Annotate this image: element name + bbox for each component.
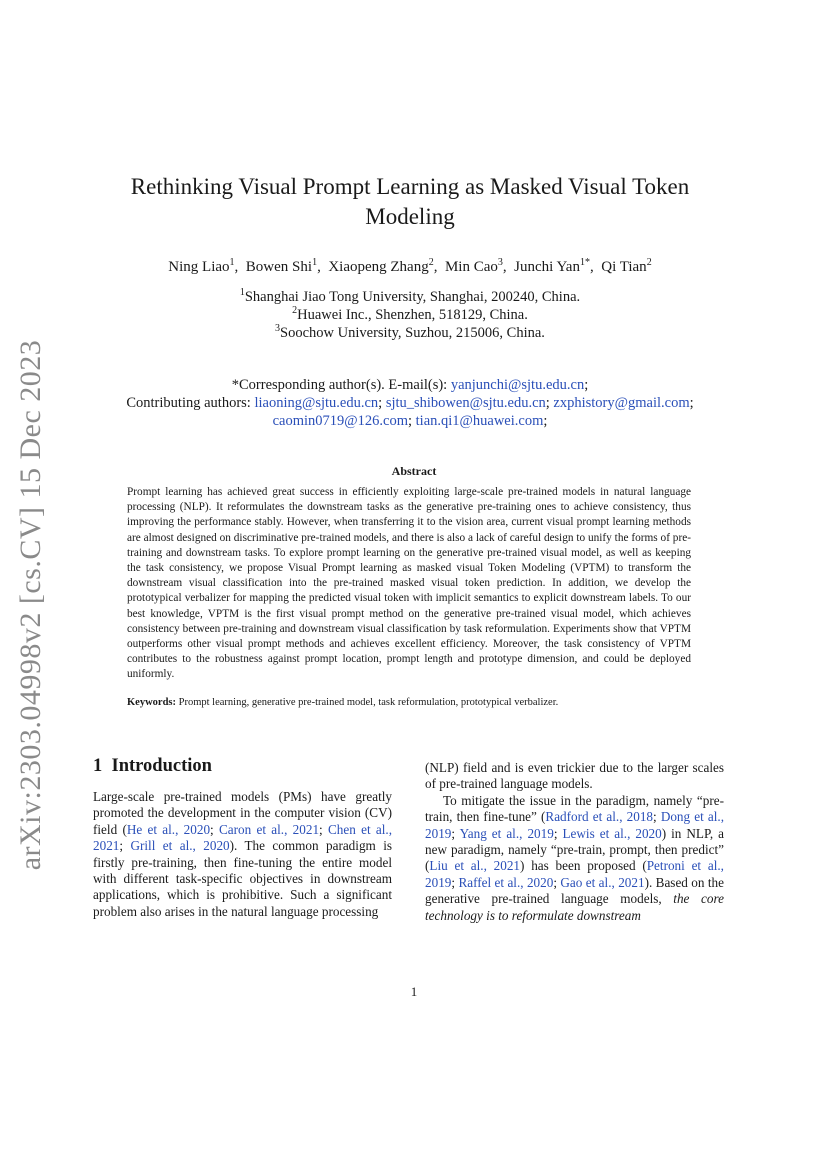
citation-link[interactable]: Grill et al., 2020 [130, 838, 230, 854]
citation-link[interactable]: He et al., 2020 [126, 821, 211, 837]
affiliation: $^1$Shanghai Jiao Tong University, Shanghai, 200240, China. [239, 287, 581, 305]
arxiv-side-label [6, 339, 56, 871]
author: Min Cao$^3$ [444, 257, 503, 275]
email-link[interactable]: sjtu_shibowen@sjtu.edu.cn [385, 395, 546, 411]
title-line-1: Rethinking Visual Prompt Learning as Masked Visual Token [130, 174, 690, 199]
left-column [93, 789, 392, 920]
contributing-authors: Contributing authors: liaoning@sjtu.edu.cn; sjtu_shibowen@sjtu.edu.cn; zxphistory@gmail.com; [126, 395, 694, 411]
paper-title [100, 172, 720, 232]
citation-link[interactable]: Yang et al., 2019 [459, 825, 554, 841]
email-link[interactable]: tian.qi1@huawei.com [415, 413, 544, 429]
contributing-authors-cont: caomin0719@126.com; tian.qi1@huawei.com; [272, 413, 548, 429]
author: Xiaopeng Zhang$^2$ [328, 257, 434, 275]
email-link[interactable]: zxphistory@gmail.com [553, 395, 690, 411]
author: Bowen Shi$^1$ [245, 257, 318, 275]
citation-link[interactable]: Caron et al., 2021 [218, 821, 320, 837]
citation-link[interactable]: Liu et al., 2021 [429, 858, 521, 874]
author: Qi Tian$^2$ [601, 257, 652, 275]
citation-link[interactable]: Dong et al., 2019 [425, 809, 725, 841]
citation-link[interactable]: Gao et al., 2021 [560, 874, 645, 890]
affiliation: $^2$Huawei Inc., Shenzhen, 518129, China. [292, 305, 528, 323]
keywords-text: Prompt learning, generative pre-trained model, task reformulation, prototypical verbalizer. [178, 697, 559, 708]
email-link[interactable]: caomin0719@126.com [272, 413, 408, 429]
citation-link[interactable]: Raffel et al., 2020 [458, 874, 554, 890]
citation-link[interactable]: Lewis et al., 2020 [562, 825, 662, 841]
citation-link[interactable]: Chen et al., 2021 [93, 821, 392, 854]
page-number: 1 [410, 984, 418, 999]
abstract-heading: Abstract [391, 464, 437, 478]
keywords-label: Keywords: [127, 697, 176, 708]
paragraph: To mitigate the issue in the paradigm, namely “pre-train, then fine-tune” (Radford et al., 2018; Dong et al., 2019; Yang et al., 2019; Lewis et al., 2020) in NLP, a new paradigm, namely “pre-train, prompt, then predict” (Liu et al., 2021) has been proposed (Petroni et al., 2019; Raffel et al., 2020; Gao et al., 2021). Based on the generative pre-trained language models, the core technology is to reformulate downstream [425, 792, 725, 923]
title-line-2: Modeling [365, 204, 455, 229]
contact-block [60, 376, 760, 430]
paragraph: Large-scale pre-trained models (PMs) have greatly promoted the development in the computer vision (CV) field (He et al., 2020; Caron et al., 2021; Chen et al., 2021; Grill et al., 2020). The common paradigm is firstly pre-training, then fine-tuning the entire model with different task-specific objectives in downstream applications, which is prohibitive. Such a significant problem also arises in the natural language processing [93, 789, 393, 919]
right-column [425, 760, 724, 924]
email-link[interactable]: yanjunchi@sjtu.edu.cn [450, 377, 585, 393]
citation-link[interactable]: Radford et al., 2018 [545, 809, 654, 825]
emphasis-text: the core technology is to reformulate downstream [425, 891, 724, 923]
author: Ning Liao$^1$ [168, 257, 235, 275]
email-link[interactable]: liaoning@sjtu.edu.cn [254, 395, 379, 411]
citation-link[interactable]: Petroni et al., 2019 [425, 858, 724, 890]
author-list: Ning Liao$^1$, Bowen Shi$^1$, Xiaopeng Zhang$^2$, Min Cao$^3$, Junchi Yan$^{1*}$, Qi Tian$^2$ [168, 257, 652, 275]
arxiv-id-text: arXiv:2303.04998v2 [cs.CV] 15 Dec 2023 [14, 339, 47, 871]
abstract-body: Prompt learning has achieved great success in efficiently exploiting large-scale pre-trained models in natural language processing (NLP). It reformulates the downstream tasks as the generative pre-training ones to achieve consistency, thus improving the performance stably. However, when transferring it to the vision area, current visual prompt learning methods are almost designed on discriminative pre-trained models, and there is also a lack of careful design to unify the forms of pre-training and downstream tasks. To explore prompt learning on the generative pre-trained visual model, as well as keeping the task consistency, we propose Visual Prompt learning as masked visual Token Modeling (VPTM) to transform the downstream visual classification into the pre-trained masked visual token prediction. In addition, we develop the prototypical verbalizer for mapping the predicted visual token with implicit semantics to explicit downstream labels. To our best knowledge, VPTM is the first visual prompt method on the generative pre-trained visual model, which achieves consistency between pre-training and downstream visual classification by task reformulation. Experiments show that VPTM outperforms other visual prompt methods and achieves excellent efficiency. Moreover, the task consistency of VPTM contributes to the robustness against prompt location, prompt length and prototype dimension, and could be deployed uniformly. [127, 486, 691, 681]
section-heading: 1 Introduction [93, 756, 212, 776]
affiliation: $^3$Soochow University, Suzhou, 215006, China. [275, 323, 545, 341]
keywords [127, 697, 691, 708]
author: Junchi Yan$^{1*}$ [514, 257, 590, 275]
corresponding-author: *Corresponding author(s). E-mail(s): yanjunchi@sjtu.edu.cn; [231, 377, 589, 393]
paragraph: (NLP) field and is even trickier due to the larger scales of pre-trained language models. [425, 760, 724, 792]
